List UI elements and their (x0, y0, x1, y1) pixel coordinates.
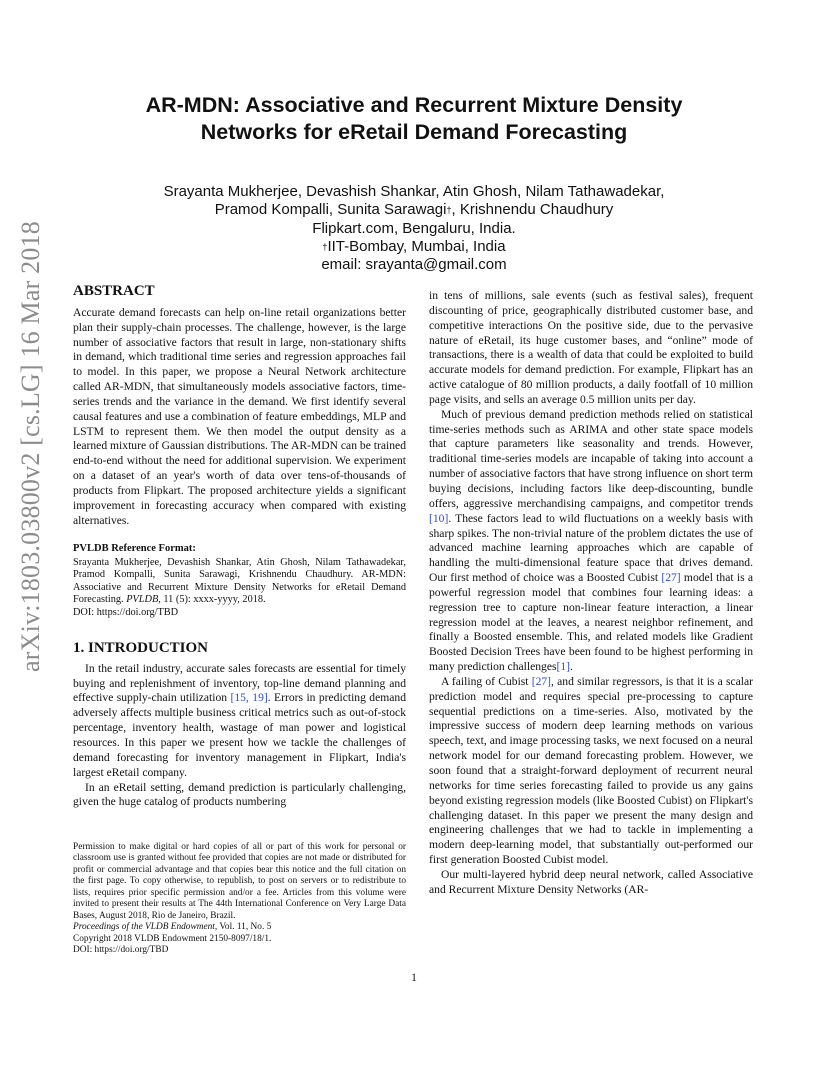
copyright-line: Copyright 2018 VLDB Endowment 2150-8097/18/1. (73, 933, 272, 944)
title-line-2: Networks for eRetail Demand Forecasting (200, 120, 628, 144)
citation-link[interactable]: [15, 19] (230, 691, 268, 705)
proceedings-line: Proceedings of the VLDB Endowment, Vol. 11, No. 5 (73, 922, 272, 933)
dagger-mark: † (446, 205, 452, 216)
author-block (0, 183, 828, 274)
pvldb-journal: PVLDB (126, 594, 159, 606)
right-paragraph-1: Much of previous demand prediction methods relied on statistical time-series methods such as ARIMA and other state space models that capture parameters like seasonality and trends. However, traditional time-series models are incapable of taking into account a number of associative factors that have strong influence on short term buying decisions, including factors like deep-discounting, bundle offers, aggressive merchandising campaigns, and competitor trends [10]. These factors lead to wild fluctuations on a weekly basis with sharp spikes. The non-trivial nature of the problem dictates the use of advanced machine learning approaches which are capable of handling the multi-dimensional feature space that drives demand. Our first method of choice was a Boosted Cubist [27] model that is a powerful regression model that combines four learning ideas: a regression tree to capture non-linear feature interaction, a linear regression model at the leaves, a nearest neighbor refinement, and finally a Boosted ensemble. This, and related models like Gradient Boosted Decision Trees have been found to be highest performing in many prediction challenges[1]. (429, 407, 753, 674)
intro-paragraph-1: In the retail industry, accurate sales forecasts are essential for timely buying and replenishment of inventory, top-line demand planning and effective supply-chain utilization [15, 19]. Errors in predicting demand adversely affects multiple business critical metrics such as out-of-stock percentage, inventory health, wastage of man power and logistical resources. In this paper we present how we tackle the challenges of demand forecasting for inventory management in Flipkart, India's largest eRetail company. (73, 661, 406, 779)
dagger-mark: † (322, 241, 328, 252)
left-column (73, 284, 406, 810)
citation-link[interactable]: [27] (531, 674, 552, 688)
citation-link[interactable]: [1] (556, 660, 571, 674)
right-paragraph-0: in tens of millions, sale events (such as festival sales), frequent discounting of price, geographically distributed customer base, and competitive interactions On the positive side, due to the pervasive nature of eRetail, its huge customer bases, and “online” mode of transactions, there is a wealth of data that could be exploited to build accurate models for demand prediction. For example, Flipkart has an active catalogue of 80 million products, a daily footfall of 10 million page visits, and sells an average 0.5 million units per day. (429, 289, 753, 406)
permission-notice (73, 842, 406, 957)
pvldb-citation-text: Srayanta Mukherjee, Devashish Shankar, Atin Ghosh, Nilam Tathawadekar, Pramod Kompalli, Sunita Sarawagi, Krishnendu Chaudhury. AR-MDN: Associative and Recurrent Mixture Density Networks for eRetail Demand Forecasting. (73, 556, 406, 606)
pvldb-doi: DOI: https://doi.org/TBD (73, 606, 179, 618)
right-column (429, 289, 753, 898)
introduction-section (73, 641, 406, 810)
paper-title (0, 92, 828, 146)
pvldb-reference (73, 543, 406, 619)
permission-doi: DOI: https://doi.org/TBD (73, 945, 169, 956)
right-paragraph-2: A failing of Cubist [27], and similar regressors, is that it is a scalar prediction model and requires special pre-processing to capture sequential predictions on a time-series. Also, motivated by the impressive success of modern deep learning methods on various speech, text, and image processing tasks, we next focused on a neural network model for our demand forecasting problem. However, we soon found that a straight-forward deployment of recurrent neural networks for time series forecasting failed to provide us any gains beyond existing regression models (like Boosted Cubist) on Flipkart's challenging dataset. In this paper we present the many design and engineering challenges that we had to tackle in implementing a modern deep-learning model, that substantially out-performed our first generation Boosted Cubist model. (429, 674, 754, 867)
right-paragraph-3: Our multi-layered hybrid deep neural network, called Associative and Recurrent Mixture Density Networks (AR- (429, 867, 753, 896)
author-line-1: Srayanta Mukherjee, Devashish Shankar, Atin Ghosh, Nilam Tathawadekar, (163, 183, 665, 200)
contact-email: email: srayanta@gmail.com (321, 256, 507, 274)
abstract-paragraph: Accurate demand forecasts can help on-line retail organizations better plan their supply-chain processes. The challenge, however, is the large number of associative factors that result in large, non-stationary shifts in demand, which traditional time series and regression approaches fail to model. In this paper, we propose a Neural Network architecture called AR-MDN, that simultaneously models associative factors, time-series trends and the variance in the demand. We first identify several causal features and use a combination of feature embeddings, MLP and LSTM to represent them. We then model the output density as a learned mixture of Gaussian distributions. The AR-MDN can be trained end-to-end without the need for additional supervision. We experiment on a dataset of an year's worth of data over tens-of-thousands of products from Flipkart. The proposed architecture yields a significant improvement in forecasting accuracy when compared with existing alternatives. (73, 305, 406, 527)
abstract-heading: ABSTRACT (73, 283, 155, 299)
title-line-1: AR-MDN: Associative and Recurrent Mixture Density (145, 93, 683, 117)
introduction-heading: 1. INTRODUCTION (73, 639, 209, 656)
affiliation-iit: †IIT-Bombay, Mumbai, India (322, 237, 506, 255)
pvldb-heading: PVLDB Reference Format: (73, 542, 196, 554)
permission-text: Permission to make digital or hard copies of all or part of this work for personal or classroom use is granted without fee provided that copies are not made or distributed for profit or commercial advantage and that copies bear this notice and the full citation on the first page. To copy otherwise, to republish, to post on servers or to redistribute to lists, requires prior specific permission and/or a fee. Articles from this volume were invited to present their results at The 44th International Conference on Very Large Data Bases, August 2018, Rio de Janeiro, Brazil. (73, 842, 406, 921)
affiliation-flipkart: Flipkart.com, Bengaluru, India. (312, 219, 516, 237)
citation-link[interactable]: [10] (429, 511, 449, 525)
citation-link[interactable]: [27] (661, 571, 681, 585)
arxiv-identifier-stamp: arXiv:1803.03800v2 [cs.LG] 16 Mar 2018 (16, 221, 45, 672)
author-line-2: Pramod Kompalli, Sunita Sarawagi†, Krishnendu Chaudhury (214, 201, 614, 219)
pvldb-volume: , 11 (5): xxxx-yyyy, 2018. (158, 594, 266, 606)
page-number: 1 (411, 972, 417, 984)
intro-paragraph-2: In an eRetail setting, demand prediction is particularly challenging, given the huge catalog of products numbering (73, 780, 406, 809)
abstract-body (73, 306, 406, 529)
